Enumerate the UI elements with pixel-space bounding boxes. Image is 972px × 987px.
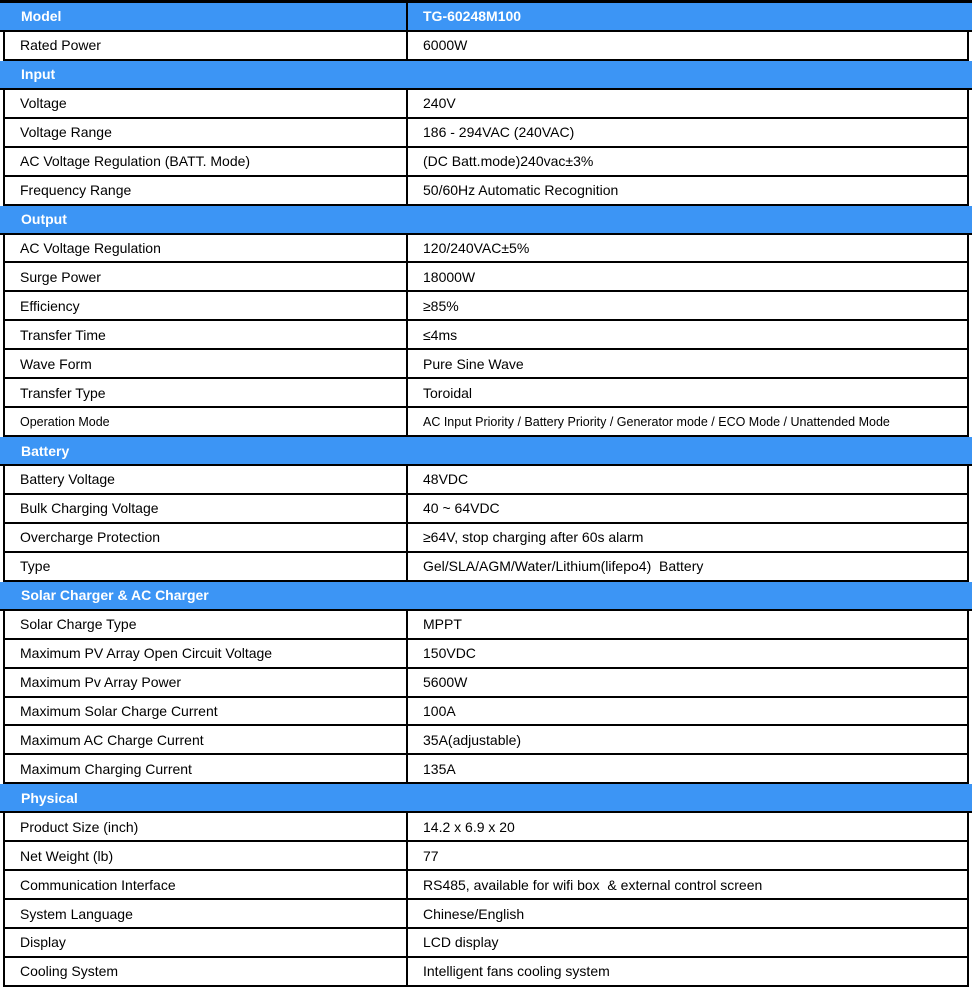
spec-label: Maximum PV Array Open Circuit Voltage (5, 640, 408, 667)
spec-label: Maximum Pv Array Power (5, 669, 408, 696)
spec-label: Type (5, 553, 408, 580)
spec-label: Efficiency (5, 292, 408, 319)
spec-label: Bulk Charging Voltage (5, 495, 408, 522)
spec-value: Toroidal (423, 384, 473, 401)
spec-row-operation-mode (3, 408, 969, 437)
spec-value: RS485, available for wifi box & external control screen (423, 876, 763, 893)
spec-row-rated-power (3, 32, 969, 61)
spec-value: 5600W (423, 674, 468, 691)
spec-row-max-solar-charge-current (3, 698, 969, 727)
spec-value: Pure Sine Wave (423, 355, 524, 372)
spec-label: Rated Power (5, 32, 408, 59)
spec-label: Net Weight (lb) (5, 842, 408, 869)
spec-value: 120/240VAC±5% (423, 239, 530, 256)
spec-row-cooling-system (3, 958, 969, 987)
spec-label: Communication Interface (5, 871, 408, 898)
section-header-battery (0, 437, 972, 466)
spec-label: Transfer Time (5, 321, 408, 348)
spec-label: Overcharge Protection (5, 524, 408, 551)
spec-label: AC Voltage Regulation (BATT. Mode) (5, 148, 408, 175)
spec-value: Gel/SLA/AGM/Water/Lithium(lifepo4) Battery (423, 558, 704, 575)
section-header-input (0, 61, 972, 90)
spec-label: Display (5, 929, 408, 956)
spec-value: ≤4ms (423, 326, 458, 343)
spec-row-overcharge-protection (3, 524, 969, 553)
spec-value: 77 (423, 847, 439, 864)
spec-row-system-language (3, 900, 969, 929)
section-title: Solar Charger & AC Charger (21, 587, 209, 604)
spec-value: 18000W (423, 268, 476, 285)
section-header-physical (0, 784, 972, 813)
spec-value: 100A (423, 702, 456, 719)
spec-label: Voltage (5, 90, 408, 117)
spec-row-product-size (3, 813, 969, 842)
spec-value: 48VDC (423, 471, 469, 488)
spec-label: System Language (5, 900, 408, 927)
section-header-output (0, 206, 972, 235)
spec-row-max-pv-open-circuit-voltage (3, 640, 969, 669)
model-header-row (0, 3, 972, 32)
spec-value: LCD display (423, 934, 499, 951)
spec-label: Maximum AC Charge Current (5, 726, 408, 753)
spec-label: Transfer Type (5, 379, 408, 406)
spec-row-max-ac-charge-current (3, 726, 969, 755)
section-title: Physical (21, 789, 78, 806)
spec-row-display (3, 929, 969, 958)
spec-table-rows (0, 3, 972, 987)
spec-row-transfer-time (3, 321, 969, 350)
spec-row-max-pv-array-power (3, 669, 969, 698)
spec-label: Cooling System (5, 958, 408, 985)
spec-row-bulk-charging-voltage (3, 495, 969, 524)
spec-value: AC Input Priority / Battery Priority / Generator mode / ECO Mode / Unattended Mode (423, 414, 890, 429)
spec-row-voltage-range (3, 119, 969, 148)
section-title: Battery (21, 442, 70, 459)
spec-label: AC Voltage Regulation (5, 235, 408, 262)
spec-label: Wave Form (5, 350, 408, 377)
spec-value: Intelligent fans cooling system (423, 963, 610, 980)
spec-value: 150VDC (423, 645, 476, 662)
spec-row-net-weight (3, 842, 969, 871)
spec-value: 40 ~ 64VDC (423, 500, 500, 517)
spec-label: Solar Charge Type (5, 611, 408, 638)
spec-row-solar-charge-type (3, 611, 969, 640)
spec-value: 240V (423, 95, 456, 112)
spec-value: 186 - 294VAC (240VAC) (423, 124, 575, 141)
spec-label: Maximum Solar Charge Current (5, 698, 408, 725)
spec-label: Maximum Charging Current (5, 755, 408, 782)
spec-value: 135A (423, 760, 456, 777)
model-header-value: TG-60248M100 (423, 8, 522, 25)
spec-value: Chinese/English (423, 905, 525, 922)
spec-label: Product Size (inch) (5, 813, 408, 840)
spec-row-transfer-type (3, 379, 969, 408)
spec-label: Operation Mode (5, 408, 408, 435)
spec-row-communication-interface (3, 871, 969, 900)
section-header-solar-ac-charger (0, 582, 972, 611)
spec-value: ≥85% (423, 297, 459, 314)
spec-value: 14.2 x 6.9 x 20 (423, 818, 515, 835)
section-title: Output (21, 211, 67, 228)
spec-value: 6000W (423, 37, 468, 54)
spec-row-voltage (3, 90, 969, 119)
section-title: Input (21, 66, 56, 83)
spec-label: Surge Power (5, 263, 408, 290)
spec-value: 50/60Hz Automatic Recognition (423, 182, 619, 199)
spec-row-surge-power (3, 263, 969, 292)
spec-row-frequency-range (3, 177, 969, 206)
spec-value: MPPT (423, 616, 462, 633)
spec-row-efficiency (3, 292, 969, 321)
spec-label: Voltage Range (5, 119, 408, 146)
spec-row-battery-type (3, 553, 969, 582)
spec-label: Battery Voltage (5, 466, 408, 493)
spec-row-battery-voltage (3, 466, 969, 495)
spec-row-max-charging-current (3, 755, 969, 784)
spec-row-wave-form (3, 350, 969, 379)
spec-row-ac-voltage-regulation-batt (3, 148, 969, 177)
spec-value: ≥64V, stop charging after 60s alarm (423, 529, 644, 546)
model-header-label: Model (0, 3, 408, 30)
spec-value: 35A(adjustable) (423, 731, 522, 748)
spec-row-ac-voltage-regulation (3, 235, 969, 264)
spec-label: Frequency Range (5, 177, 408, 204)
spec-value: (DC Batt.mode)240vac±3% (423, 153, 594, 170)
